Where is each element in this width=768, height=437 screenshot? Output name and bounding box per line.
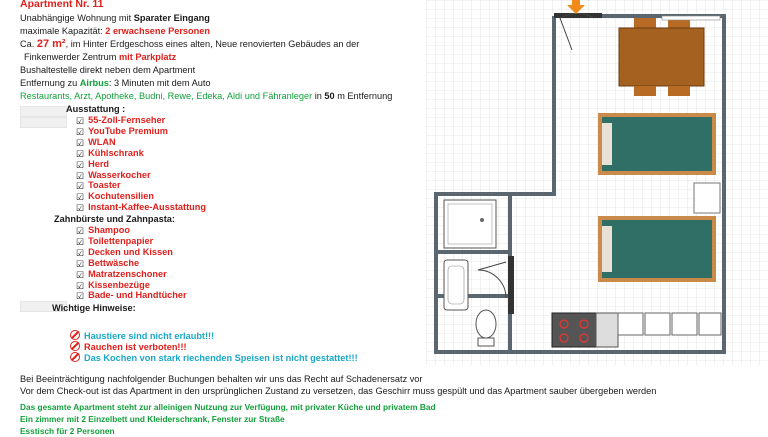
checkbox-icon: ☑ [76, 192, 85, 203]
zahnbuerste-label: Toilettenpapier [88, 235, 154, 246]
line-airbus: Entfernung zu Airbus: 3 Minuten mit dem Auto [20, 78, 211, 88]
ausstattung-label: Toaster [88, 180, 121, 191]
zahnbuerste-item [76, 280, 150, 291]
footer-room: Ein zimmer mit 2 Einzelbett und Kleiderschrank, Fenster zur Straße [20, 414, 285, 424]
checkbox-icon: ☑ [76, 247, 85, 258]
zahnbuerste-label: Decken und Kissen [88, 246, 173, 257]
checkbox-icon: ☑ [76, 137, 85, 148]
checkbox-icon: ☑ [76, 269, 85, 280]
ausstattung-item [76, 148, 144, 159]
ausstattung-label: Wasserkocher [88, 169, 151, 180]
ausstattung-label: Kochutensilien [88, 191, 154, 202]
zahnbuerste-item [76, 236, 153, 247]
warning-cooking: Das Kochen von stark riechenden Speisen ist nicht gestattet!!! [70, 352, 358, 364]
ausstattung-item [76, 115, 165, 126]
checkbox-icon: ☑ [76, 291, 85, 302]
ausstattung-item [76, 137, 116, 148]
ausstattung-heading: Ausstattung : [66, 104, 126, 114]
zahnbuerste-item [76, 258, 139, 269]
ausstattung-item [76, 202, 206, 213]
grey-cell [20, 117, 67, 128]
line-bus: Bushaltestelle direkt neben dem Apartment [20, 65, 196, 75]
footer-damage: Bei Beeinträchtigung nachfolgender Buchungen behalten wir uns das Recht auf Schadenersatz vor [20, 374, 423, 384]
toilet [476, 310, 496, 346]
line-capacity: maximale Kapazität: 2 erwachsene Personen [20, 26, 210, 36]
ausstattung-label: Kühlschrank [88, 147, 144, 158]
warning-pets: Haustiere sind nicht erlaubt!!! [70, 330, 214, 342]
line-entrance: Unabhängige Wohnung mit Sparater Eingang [20, 13, 210, 23]
ausstattung-item [76, 191, 154, 202]
footer-table: Esstisch für 2 Personen [20, 426, 115, 436]
checkbox-icon: ☑ [76, 203, 85, 214]
shower [444, 200, 496, 248]
warning-smoking: Rauchen ist verboten!!! [70, 341, 187, 353]
prohibited-icon [70, 330, 80, 340]
line-nearby: Restaurants, Arzt, Apotheke, Budni, Rewe, Edeka, Aldi und Fähranleger in 50 m Entfernung [20, 91, 393, 101]
checkbox-icon: ☑ [76, 126, 85, 137]
ausstattung-label: Herd [88, 158, 110, 169]
zahnbuerste-item [76, 247, 173, 258]
checkbox-icon: ☑ [76, 116, 85, 126]
prohibited-icon [70, 352, 80, 362]
zahnbuerste-label: Matratzenschoner [88, 268, 167, 279]
checkbox-icon: ☑ [76, 170, 85, 181]
checkbox-icon: ☑ [76, 280, 85, 291]
line-size: Ca. 27 m², im Hinter Erdgeschoss eines alten, Neue renovierten Gebäudes an der [20, 38, 360, 50]
zahnbuerste-item [76, 269, 167, 280]
checkbox-icon: ☑ [76, 226, 85, 236]
hinweise-heading: Wichtige Hinweise: [52, 303, 136, 313]
bed [598, 113, 716, 175]
ausstattung-label: YouTube Premium [88, 125, 168, 136]
footer-private: Das gesamte Apartment steht zur alleinigen Nutzung zur Verfügung, mit privater Küche und privatem Bad [20, 402, 436, 412]
checkbox-icon: ☑ [76, 148, 85, 159]
floor-plan [426, 0, 768, 365]
apartment-title: Apartment Nr. 11 [20, 0, 104, 10]
footer-checkout: Vor dem Check-out ist das Apartment in den ursprünglichen Zustand zu versetzen, das Geschirr muss gespült und das Apartment sauber übergeben werden [20, 386, 657, 396]
zahnbuerste-label: Shampoo [88, 225, 130, 235]
checkbox-icon: ☑ [76, 236, 85, 247]
zahnbuerste-item [76, 225, 130, 236]
checkbox-icon: ☑ [76, 258, 85, 269]
zahnbuerste-heading: Zahnbürste und Zahnpasta: [54, 214, 175, 224]
ausstattung-label: Instant-Kaffee-Ausstattung [88, 202, 206, 213]
bathtub-sink [444, 260, 468, 310]
ausstattung-item [76, 126, 168, 137]
zahnbuerste-label: Bettwäsche [88, 257, 140, 268]
shelf [662, 16, 720, 20]
zahnbuerste-label: Bade- und Handtücher [88, 290, 187, 301]
ausstattung-item [76, 159, 109, 170]
bed [598, 216, 716, 282]
checkbox-icon: ☑ [76, 159, 85, 170]
grey-cell [20, 106, 67, 117]
zahnbuerste-label: Kissenbezüge [88, 279, 150, 290]
zahnbuerste-item [76, 290, 187, 301]
bathroom-door-frame [508, 256, 514, 314]
prohibited-icon [70, 341, 80, 351]
line-location: Finkenwerder Zentrum mit Parkplatz [24, 52, 177, 62]
ausstattung-label: 55-Zoll-Fernseher [88, 115, 166, 125]
ausstattung-item [76, 180, 121, 191]
ausstattung-label: WLAN [88, 136, 116, 147]
dining-table [619, 18, 704, 96]
ausstattung-item [76, 170, 151, 181]
checkbox-icon: ☑ [76, 181, 85, 192]
cabinet [694, 183, 720, 213]
